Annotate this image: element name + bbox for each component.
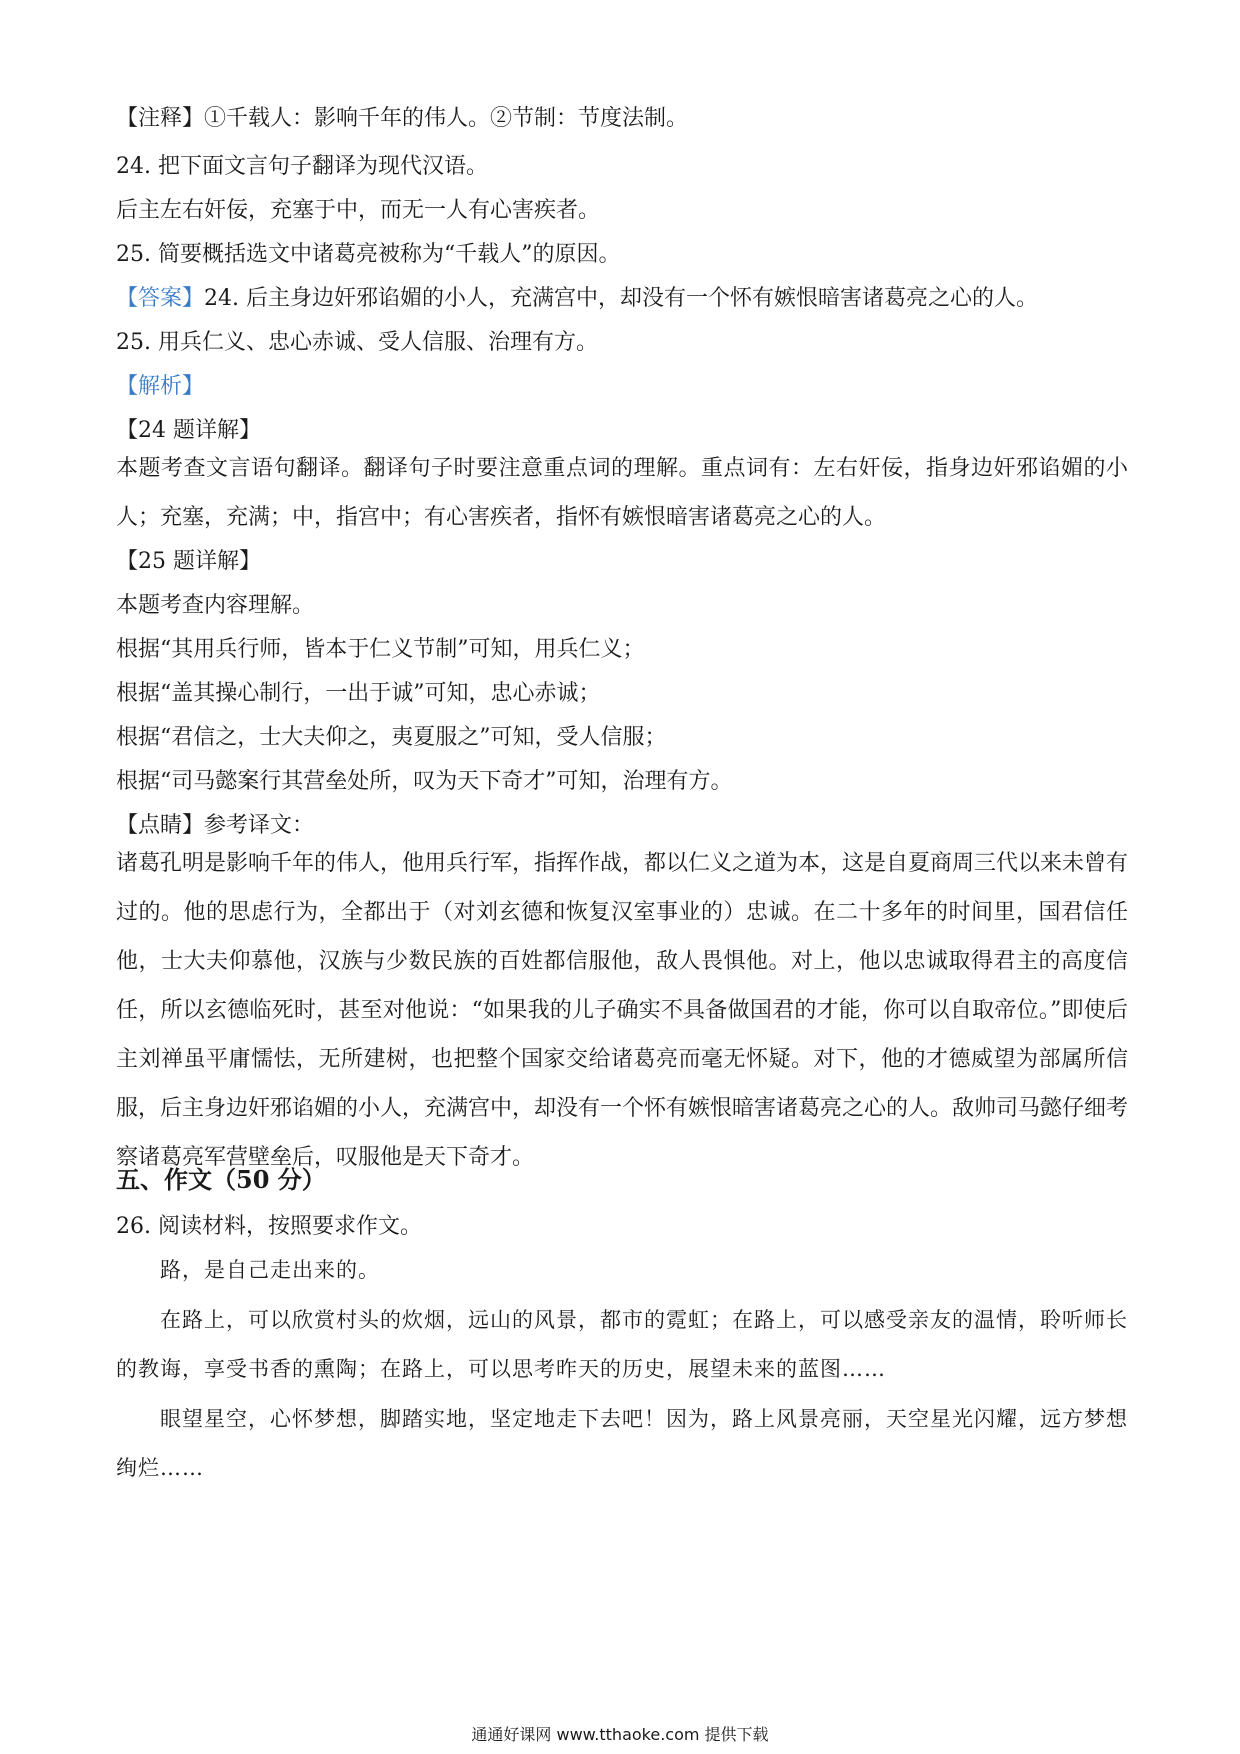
detail-25-line: 根据“司马懿案行其营垒处所，叹为天下奇才”可知，治理有方。 (116, 769, 733, 794)
detail-25-title: 【25 题详解】 (116, 549, 261, 574)
page-footer: 通通好课网 www.tthaoke.com 提供下载 (471, 1725, 769, 1744)
notes-text: ①千载人：影响千年的伟人。②节制：节度法制。 (204, 106, 689, 131)
detail-24-text: 本题考查文言语句翻译。翻译句子时要注意重点词的理解。重点词有：左右奸佞，指身边奸邪谄媚的小人；充塞，充满；中，指宫中；有心害疾者，指怀有嫉恨暗害诸葛亮之心的人。 (116, 456, 1128, 530)
notes-line (116, 104, 1126, 134)
analysis-label: 【解析】 (116, 374, 205, 399)
question-24-prompt: 24. 把下面文言句子翻译为现代汉语。 (116, 154, 488, 179)
detail-25-line: 根据“君信之，士大夫仰之，夷夏服之”可知，受人信服； (116, 725, 667, 750)
question-26-prompt: 26. 阅读材料，按照要求作文。 (116, 1214, 422, 1239)
commentary-text: 诸葛孔明是影响千年的伟人，他用兵行军，指挥作战，都以仁义之道为本，这是自夏商周三代以来未曾有过的。他的思虑行为，全都出于（对刘玄德和恢复汉室事业的）忠诚。在二十多年的时间里，国君信任他，士大夫仰慕他，汉族与少数民族的百姓都信服他，敌人畏惧他。对上，他以忠诚取得君主的高度信任，所以玄德临死时，甚至对他说：“如果我的儿子确实不具备做国君的才能，你可以自取帝位。”即使后主刘禅虽平庸懦怯，无所建树，也把整个国家交给诸葛亮而毫无怀疑。对下，他的才德威望为部属所信服，后主身边奸邪谄媚的小人，充满宫中，却没有一个怀有嫉恨暗害诸葛亮之心的人。敌帅司马懿仔细考察诸葛亮军营壁垒后，叹服他是天下奇才。 (116, 851, 1129, 1170)
detail-24-title: 【24 题详解】 (116, 418, 261, 443)
notes-label: 【注释】 (116, 106, 205, 131)
essay-material-paragraph: 路，是自己走出来的。 (160, 1258, 380, 1282)
answer-24-text: 24. 后主身边奸邪谄媚的小人，充满宫中，却没有一个怀有嫉恨暗害诸葛亮之心的人。 (204, 286, 1038, 311)
detail-25-line: 根据“盖其操心制行，一出于诚”可知，忠心赤诚； (116, 681, 601, 706)
detail-25-line: 根据“其用兵行师，皆本于仁义节制”可知，用兵仁义； (116, 637, 645, 662)
question-24-sentence: 后主左右奸佞，充塞于中，而无一人有心害疾者。 (116, 198, 601, 223)
commentary-label: 【点睛】参考译文： (116, 813, 315, 838)
question-25-prompt: 25. 简要概括选文中诸葛亮被称为“千载人”的原因。 (116, 242, 621, 267)
detail-25-line: 本题考查内容理解。 (116, 593, 315, 618)
answer-label: 【答案】 (116, 286, 205, 311)
answer-24-line (116, 284, 1126, 314)
essay-material-paragraph: 在路上，可以欣赏村头的炊烟，远山的风景，都市的霓虹；在路上，可以感受亲友的温情，聆听师长的教诲，享受书香的熏陶；在路上，可以思考昨天的历史，展望未来的蓝图…… (116, 1308, 1128, 1381)
essay-material-paragraph: 眼望星空，心怀梦想，脚踏实地，坚定地走下去吧！因为，路上风景亮丽，天空星光闪耀，远方梦想绚烂…… (116, 1407, 1128, 1480)
answer-25-text: 25. 用兵仁义、忠心赤诚、受人信服、治理有方。 (116, 330, 598, 355)
section-5-heading: 五、作文（50 分） (116, 1165, 326, 1194)
